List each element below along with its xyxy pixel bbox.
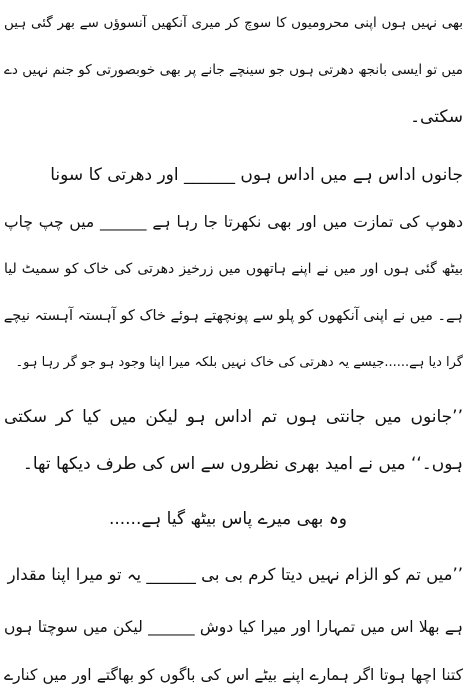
text-line-1: بھی نہیں ہوں اپنی محرومیوں کا سوچ کر میری آنکھیں آنسوؤں سے بھر گئی ہیں — [4, 15, 463, 31]
text-line-8: گرا دیا ہے......جیسے یہ دھرتی کی خاک نہیں بلکہ میرا اپنا وجود ہو جو گر رہا ہو۔ — [15, 355, 463, 370]
text-line-14: کتنا اچھا ہوتا اگر ہمارے اپنے بیٹے اس کی باگوں کو بھاگتے اور میں کنارے — [4, 666, 463, 684]
text-line-3: سکتی۔ — [410, 107, 463, 127]
text-line-11: وہ بھی میرے پاس بیٹھ گیا ہے...... — [108, 509, 347, 529]
text-line-6: بیٹھ گئی ہوں اور میں نے اپنے ہاتھوں میں زرخیز دھرتی کی خاک کو سمیٹ لیا — [4, 261, 463, 277]
text-line-9: ’’جانوں میں جانتی ہوں تم اداس ہو لیکن میں کیا کر سکتی — [4, 407, 463, 427]
text-line-7: ہے۔ میں نے اپنی آنکھوں کو پلو سے پونچھتے ہوئے خاک کو آہستہ آہستہ نیچے — [4, 308, 463, 324]
text-line-2: میں تو ایسی بانجھ دھرتی ہوں جو سینچے جانے پر بھی خوبصورتی کو جنم نہیں دے — [4, 62, 463, 78]
text-line-5: دھوپ کی تمازت میں اور بھی نکھرتا جا رہا ہے ______ میں چپ چاپ — [4, 213, 463, 231]
text-line-4: جانوں اداس ہے میں اداس ہوں ______ اور دھرتی کا سونا — [50, 165, 463, 185]
text-line-13: ہے بھلا اس میں تمہارا اور میرا کیا دوش ______ لیکن میں سوچتا ہوں — [4, 618, 463, 636]
text-line-10: ہوں۔‘‘ میں نے امید بھری نظروں سے اس کی طرف دیکھا تھا۔ — [22, 454, 463, 474]
text-line-12: ’’میں تم کو الزام نہیں دیتا کرم بی بی ______ یہ تو میرا اپنا مقدار — [7, 565, 463, 584]
